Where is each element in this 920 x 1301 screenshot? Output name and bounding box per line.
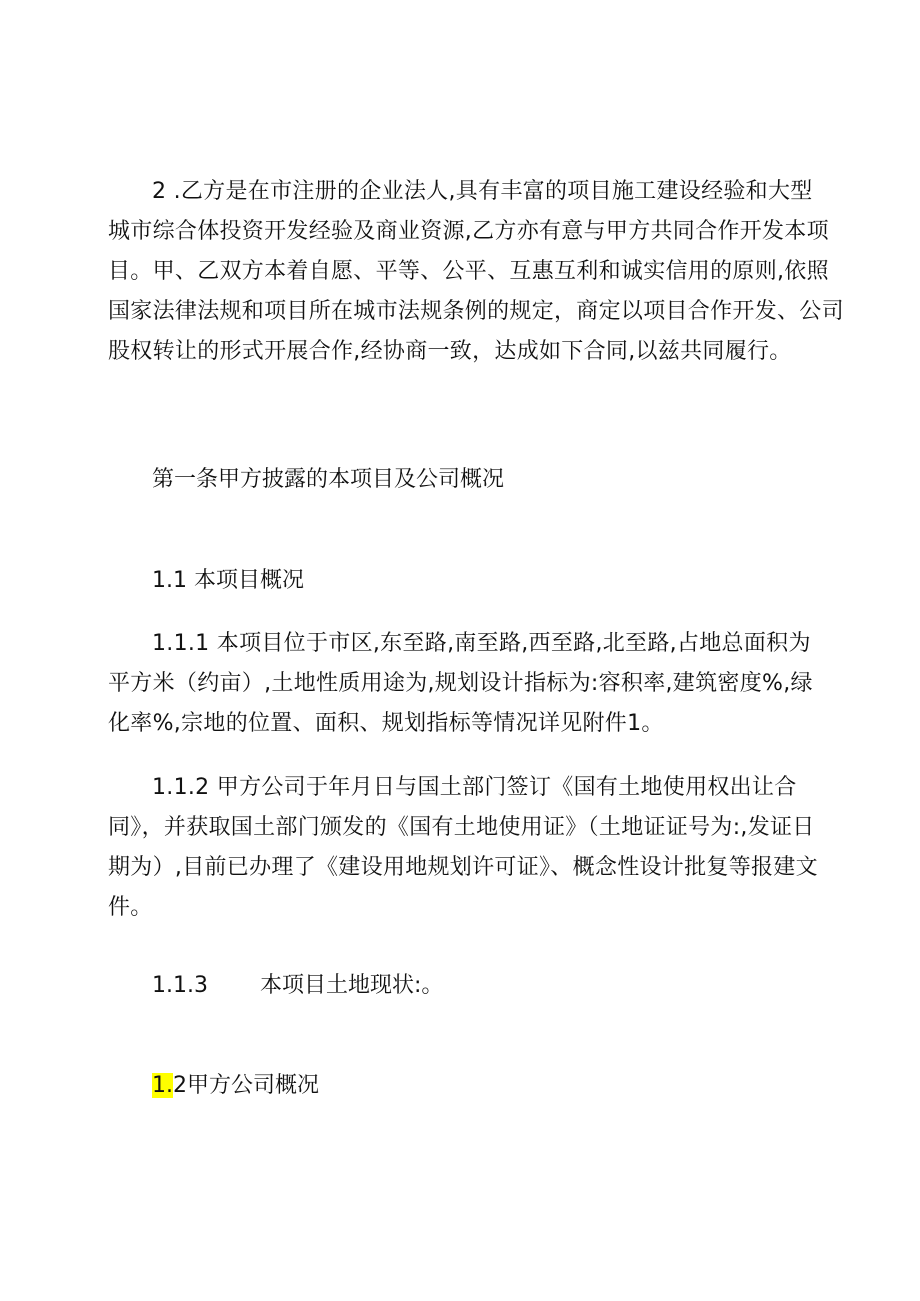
intro-paragraph [108,172,844,372]
intro-line-5: 股权转让的形式开展合作,经协商一致，达成如下合同,以兹共同履行。 [108,339,792,364]
intro-line-4: 国家法律法规和项目所在城市法规条例的规定，商定以项目合作开发、公司 [108,299,844,324]
clause-1-1-3-number: 1.1.3 [152,973,208,998]
clause-1-1-2-line-3: 期为）,目前已办理了《建设用地规划许可证》、概念性设计批复等报建文 [108,855,818,880]
intro-line-1: 2 .乙方是在市注册的企业法人,具有丰富的项目施工建设经验和大型 [152,179,813,204]
clause-1-1-1-line-2: 平方米（约亩）,土地性质用途为,规划设计指标为:容积率,建筑密度%,绿 [108,671,813,696]
clause-1-1-2 [108,768,820,928]
clause-1-1-2-line-1: 1.1.2 甲方公司于年月日与国土部门签订《国有土地使用权出让合 [152,775,797,800]
clause-1-1-2-line-2: 同》，并获取国土部门颁发的《国有土地使用证》（土地证证号为:,发证日 [108,815,815,840]
section-1-2-title [152,1066,319,1106]
intro-line-3: 目。甲、乙双方本着自愿、平等、公平、互惠互利和诚实信用的原则,依照 [108,259,829,284]
section-1-1-title: 1.1 本项目概况 [152,568,304,593]
highlighted-text: 1. [152,1073,173,1098]
clause-1-1-2-line-4: 件。 [108,895,153,920]
clause-1-1-3-text: 本项目土地现状:。 [259,973,444,998]
clause-1-1-1-line-1: 1.1.1 本项目位于市区,东至路,南至路,西至路,北至路,占地总面积为 [152,631,811,656]
article-1-title: 第一条甲方披露的本项目及公司概况 [152,467,505,492]
clause-1-1-1-line-3: 化率%,宗地的位置、面积、规划指标等情况详见附件1。 [108,711,664,736]
clause-1-1-1 [108,624,820,744]
clause-1-1-3 [152,966,443,1006]
intro-line-2: 城市综合体投资开发经验及商业资源,乙方亦有意与甲方共同合作开发本项 [108,219,829,244]
section-1-2-title-text: 2甲方公司概况 [173,1073,319,1098]
